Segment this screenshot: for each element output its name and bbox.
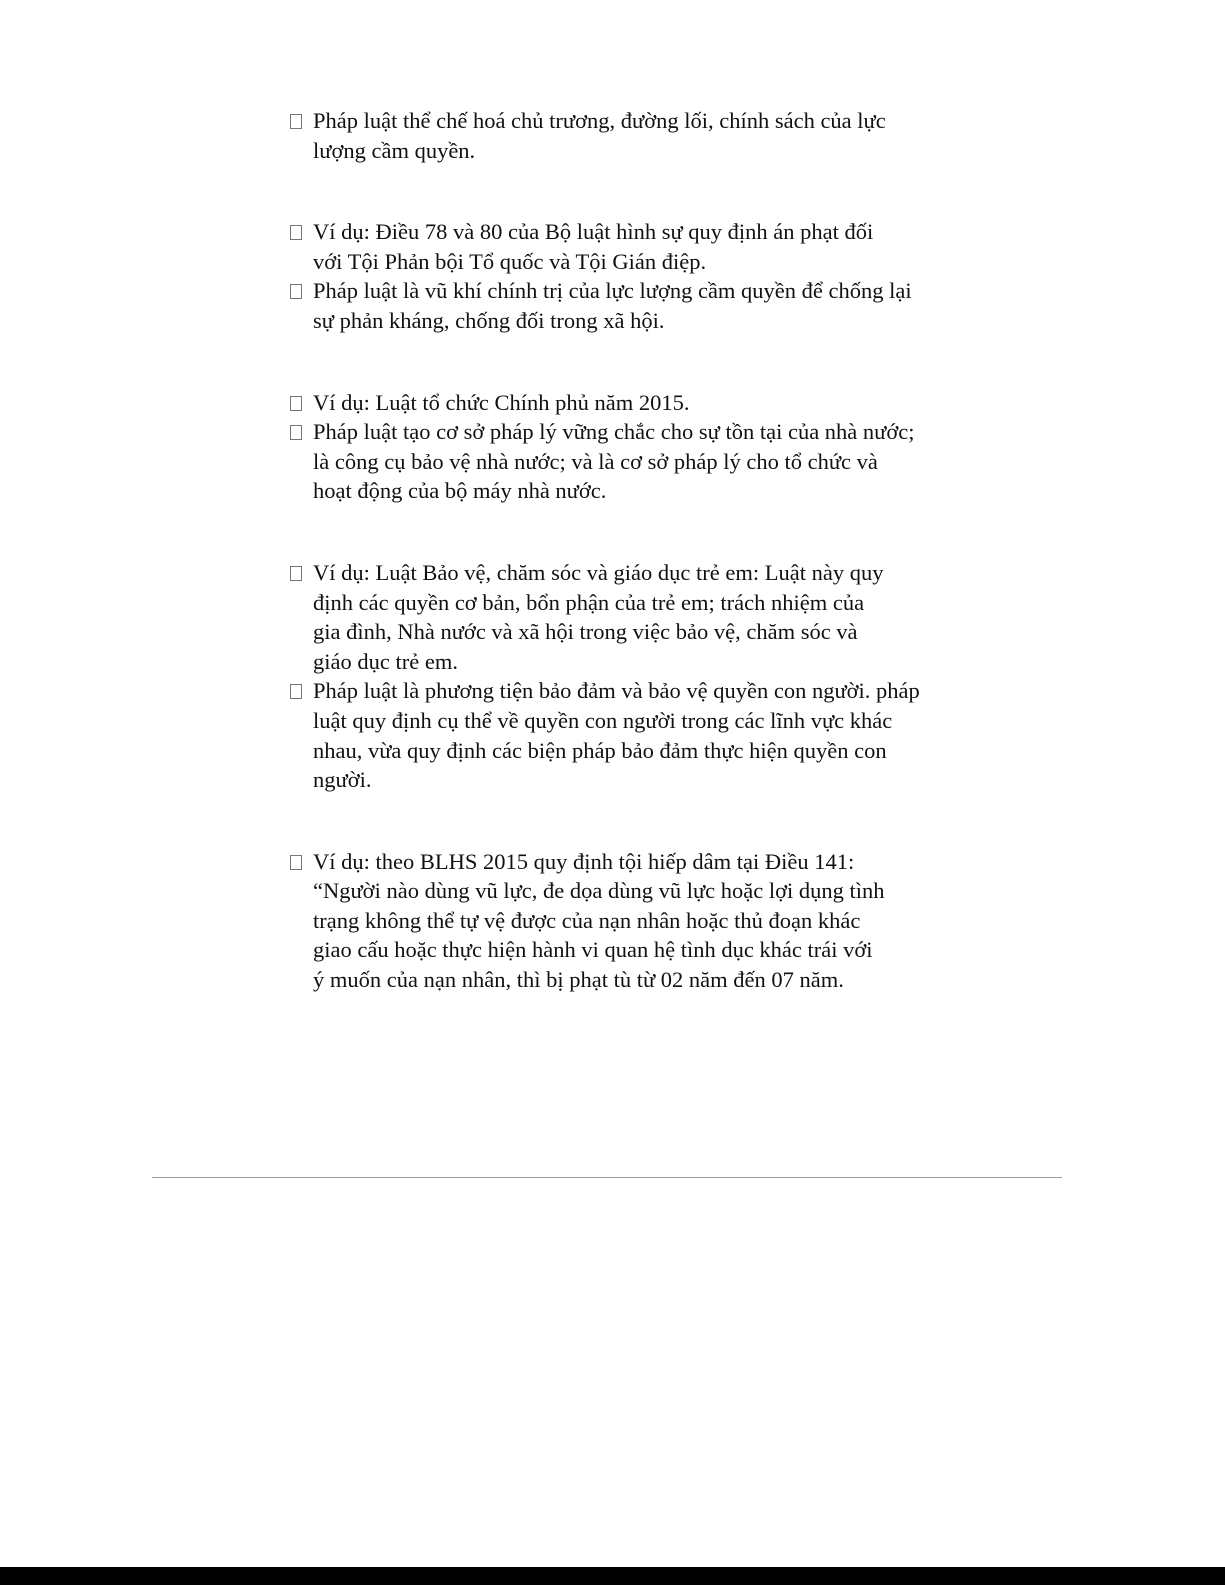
text-line: ý muốn của nạn nhân, thì bị phạt tù từ 02 năm đến 07 năm. xyxy=(313,967,844,993)
text-line: người. xyxy=(313,767,372,793)
text-line: “Người nào dùng vũ lực, đe dọa dùng vũ lực hoặc lợi dụng tình xyxy=(313,878,885,904)
text-line: Ví dụ: Điều 78 và 80 của Bộ luật hình sự quy định án phạt đối xyxy=(313,219,874,245)
checkbox-glyph-icon xyxy=(290,114,302,129)
text-line: luật quy định cụ thể về quyền con người trong các lĩnh vực khác xyxy=(313,707,893,733)
text-line: Ví dụ: Luật Bảo vệ, chăm sóc và giáo dục trẻ em: Luật này quy xyxy=(313,559,884,585)
bullet-item xyxy=(289,417,969,506)
bullet-item xyxy=(289,106,969,165)
text-line: trạng không thể tự vệ được của nạn nhân hoặc thủ đoạn khác xyxy=(313,907,861,933)
text-line: giao cấu hoặc thực hiện hành vi quan hệ tình dục khác trái với xyxy=(313,937,873,963)
text-line: Pháp luật là vũ khí chính trị của lực lượng cầm quyền để chống lại xyxy=(313,278,912,304)
text-line: sự phản kháng, chống đối trong xã hội. xyxy=(313,307,665,333)
checkbox-glyph-icon xyxy=(290,225,302,240)
text-line: nhau, vừa quy định các biện pháp bảo đảm thực hiện quyền con xyxy=(313,737,887,763)
bullet-item xyxy=(289,388,969,418)
text-line: hoạt động của bộ máy nhà nước. xyxy=(313,478,607,504)
text-line: Pháp luật thể chế hoá chủ trương, đường lối, chính sách của lực xyxy=(313,108,886,133)
checkbox-glyph-icon xyxy=(290,396,302,411)
text-line: Ví dụ: Luật tổ chức Chính phủ năm 2015. xyxy=(313,389,690,415)
bullet-item xyxy=(289,276,969,335)
bullet-item xyxy=(289,847,969,995)
checkbox-glyph-icon xyxy=(290,855,302,870)
text-line: với Tội Phản bội Tổ quốc và Tội Gián điệp. xyxy=(313,248,707,274)
document-body xyxy=(289,106,969,995)
page-divider xyxy=(152,1177,1062,1178)
bullet-item xyxy=(289,558,969,676)
bottom-edge-bar xyxy=(0,1567,1225,1585)
text-line: gia đình, Nhà nước và xã hội trong việc bảo vệ, chăm sóc và xyxy=(313,619,858,645)
text-line: là công cụ bảo vệ nhà nước; và là cơ sở pháp lý cho tổ chức và xyxy=(313,448,878,474)
text-line: giáo dục trẻ em. xyxy=(313,648,458,674)
text-line: định các quyền cơ bản, bổn phận của trẻ em; trách nhiệm của xyxy=(313,589,865,615)
bullet-item xyxy=(289,217,969,276)
text-line: Ví dụ: theo BLHS 2015 quy định tội hiếp dâm tại Điều 141: xyxy=(313,848,855,874)
checkbox-glyph-icon xyxy=(290,425,302,440)
text-line: lượng cầm quyền. xyxy=(313,137,476,163)
checkbox-glyph-icon xyxy=(290,284,302,299)
text-line: Pháp luật là phương tiện bảo đảm và bảo vệ quyền con người. pháp xyxy=(313,678,920,704)
checkbox-glyph-icon xyxy=(290,684,302,699)
bullet-item xyxy=(289,676,969,794)
checkbox-glyph-icon xyxy=(290,566,302,581)
text-line: Pháp luật tạo cơ sở pháp lý vững chắc cho sự tồn tại của nhà nước; xyxy=(313,419,915,445)
